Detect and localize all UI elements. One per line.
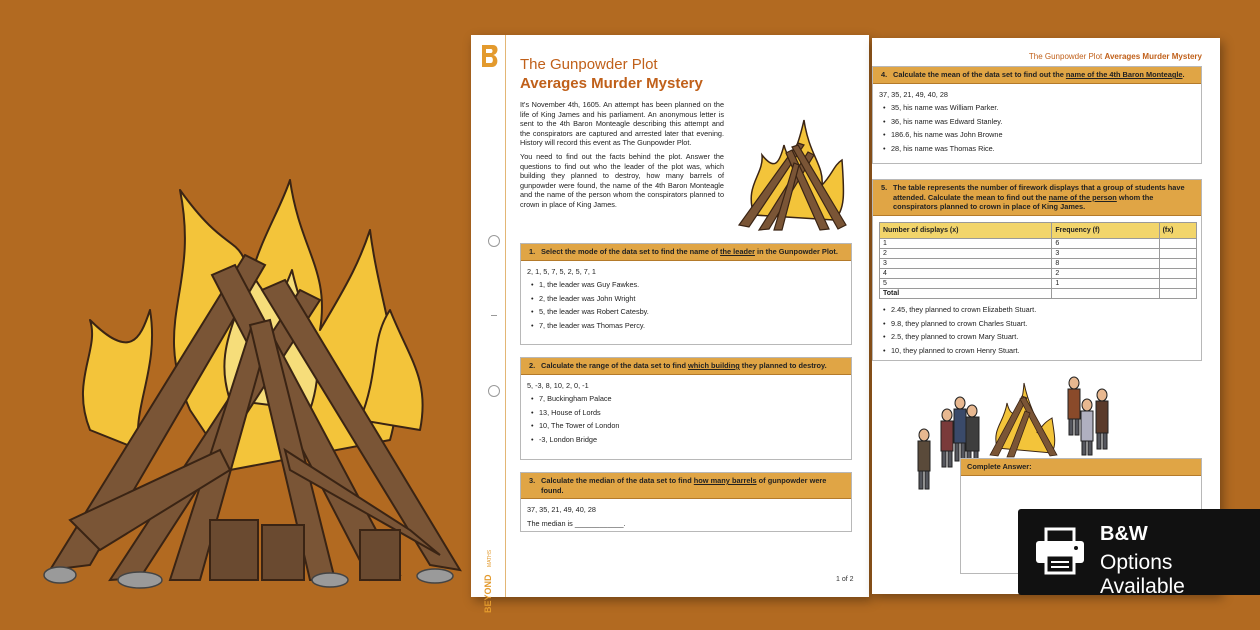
complete-answer-header: Complete Answer: <box>961 459 1201 476</box>
question-2-options <box>527 392 845 446</box>
question-4-option: • 35, his name was William Parker. <box>879 101 1195 115</box>
question-4-number: 4. <box>881 70 888 79</box>
question-2-prompt-key: which building <box>688 361 740 370</box>
question-3-prompt-key: how many barrels <box>693 476 757 485</box>
table-cell <box>1159 239 1196 249</box>
running-head <box>1029 52 1202 61</box>
table-cell: 3 <box>880 259 1052 269</box>
table-row <box>880 239 1197 249</box>
page-title <box>520 55 703 93</box>
question-5-prompt-post: whom the conspirators planned to crown in place of King James. <box>893 192 1154 211</box>
table-cell: 5 <box>880 279 1052 289</box>
question-5-options <box>879 303 1195 357</box>
question-5-prompt-pre: The table represents the number of firework displays that a group of students have attended. Calculate the mean to find out the <box>893 183 1185 202</box>
brand-sub-label: MATHS <box>487 549 493 567</box>
table-cell: 1 <box>880 239 1052 249</box>
question-5-option: • 2.45, they planned to crown Elizabeth Stuart. <box>879 303 1195 317</box>
question-1-header <box>521 244 851 261</box>
question-2-option: • 13, House of Lords <box>527 406 845 420</box>
punch-mark <box>491 315 497 316</box>
question-5-prompt-key: name of the person <box>1048 192 1117 202</box>
table-total-row <box>880 289 1197 299</box>
table-cell: Total <box>880 289 1052 299</box>
intro-paragraph-2: You need to find out the facts behind the plot. Answer the questions to find out who the leader of the plot was, which building they planned to destroy, how many barrels of gunpowder were found, the name of the 4th Baron Monteagle and the name of the person whom the conspirators planned to crown in place of King James. <box>520 151 724 209</box>
question-2-option: • 7, Buckingham Palace <box>527 392 845 406</box>
question-3-prompt-post: of gunpowder were found. <box>541 476 827 495</box>
question-4-data: 37, 35, 21, 49, 40, 28 <box>879 89 948 99</box>
question-5-box <box>872 179 1202 361</box>
table-cell: 1 <box>1052 279 1159 289</box>
table-cell: 2 <box>880 249 1052 259</box>
question-4-header <box>873 67 1201 84</box>
question-4-option: • 36, his name was Edward Stanley. <box>879 115 1195 129</box>
table-row <box>880 259 1197 269</box>
worksheet-page-1 <box>471 35 869 613</box>
title-line-1: The Gunpowder Plot <box>520 56 658 73</box>
question-1-prompt-key: the leader <box>720 247 755 256</box>
question-2-option: • -3, London Bridge <box>527 433 845 447</box>
question-5-option: • 9.8, they planned to crown Charles Stuart. <box>879 317 1195 331</box>
question-1-body <box>521 261 851 337</box>
title-line-2: Averages Murder Mystery <box>520 75 703 92</box>
question-1-box <box>520 243 852 345</box>
table-cell <box>1159 249 1196 259</box>
bw-subtitle: Options Available <box>1100 551 1185 598</box>
question-2-prompt-pre: Calculate the range of the data set to find <box>541 361 689 370</box>
running-head-a: The Gunpowder Plot <box>1028 52 1105 61</box>
question-1-option: • 1, the leader was Guy Fawkes. <box>527 278 845 292</box>
table-cell <box>1159 289 1196 299</box>
table-row <box>880 279 1197 289</box>
table-cell <box>1052 289 1159 299</box>
question-4-body <box>873 84 1201 160</box>
table-cell <box>1159 279 1196 289</box>
question-1-prompt-post: in the Gunpowder Plot. <box>754 247 838 256</box>
table-cell: 6 <box>1052 239 1159 249</box>
question-2-data: 5, -3, 8, 10, 2, 0, -1 <box>527 380 589 390</box>
question-3-data: 37, 35, 21, 49, 40, 28 <box>527 505 596 514</box>
beyond-brand-logo <box>477 505 499 615</box>
table-header-cell: (fx) <box>1159 222 1196 239</box>
question-3-answer-line: The median is ____________. <box>527 518 626 528</box>
brand-label: BEYOND <box>483 574 493 613</box>
table-cell: 2 <box>1052 269 1159 279</box>
running-head-b: Averages Murder Mystery <box>1104 52 1202 61</box>
punch-hole <box>488 385 500 397</box>
intro-paragraph-1: It's November 4th, 1605. An attempt has been planned on the life of King James and his parliament. An anonymous letter is sent to the 4th Baron Monteagle describing this attempt and the conspirators are captured and arrested later that evening. History will record this event as The Gunpowder Plot. <box>520 100 724 148</box>
question-3-prompt-pre: Calculate the median of the data set to find <box>541 476 694 485</box>
question-1-option: • 2, the leader was John Wright <box>527 292 845 306</box>
table-header-row <box>880 222 1197 239</box>
question-5-number: 5. <box>881 183 888 192</box>
table-header-cell: Frequency (f) <box>1052 222 1159 239</box>
bw-title: B&W <box>1100 523 1148 545</box>
table-cell: 8 <box>1052 259 1159 269</box>
frequency-table <box>879 222 1197 300</box>
question-1-number: 1. <box>529 247 536 256</box>
question-2-number: 2. <box>529 361 536 370</box>
question-4-prompt-post: . <box>1182 70 1185 79</box>
printer-icon <box>1034 525 1086 577</box>
question-5-option: • 10, they planned to crown Henry Stuart. <box>879 344 1195 358</box>
question-3-number: 3. <box>529 476 536 485</box>
question-4-box <box>872 66 1202 164</box>
question-2-header <box>521 358 851 375</box>
question-4-option: • 28, his name was Thomas Rice. <box>879 142 1195 156</box>
question-2-box <box>520 357 852 460</box>
question-5-body <box>873 216 1201 362</box>
question-1-data: 2, 1, 5, 7, 5, 2, 5, 7, 1 <box>527 266 596 276</box>
table-row <box>880 249 1197 259</box>
question-2-prompt-post: they planned to destroy. <box>739 361 827 370</box>
question-2-option: • 10, The Tower of London <box>527 419 845 433</box>
question-4-prompt-pre: Calculate the mean of the data set to find out the <box>893 70 1066 79</box>
small-bonfire-illustration <box>734 115 852 233</box>
question-1-options <box>527 278 845 332</box>
page-number: 1 of 2 <box>836 576 854 583</box>
question-4-option: • 186.6, his name was John Browne <box>879 128 1195 142</box>
question-4-options <box>879 101 1195 155</box>
table-cell <box>1159 259 1196 269</box>
table-row <box>880 269 1197 279</box>
punch-hole <box>488 235 500 247</box>
question-5-header <box>873 180 1201 216</box>
question-5-option: • 2.5, they planned to crown Mary Stuart. <box>879 330 1195 344</box>
intro-text <box>520 100 724 214</box>
table-header-cell: Number of displays (x) <box>880 222 1052 239</box>
table-cell <box>1159 269 1196 279</box>
question-4-prompt-key: name of the 4th Baron Monteagle <box>1065 70 1183 79</box>
question-3-header <box>521 473 851 499</box>
question-1-prompt-pre: Select the mode of the data set to find the name of <box>541 247 721 256</box>
beyond-logo-icon <box>479 43 499 69</box>
question-3-box <box>520 472 852 532</box>
question-2-body <box>521 375 851 451</box>
question-1-option: • 7, the leader was Thomas Percy. <box>527 319 845 333</box>
question-3-body <box>521 499 851 534</box>
question-1-option: • 5, the leader was Robert Catesby. <box>527 305 845 319</box>
table-cell: 4 <box>880 269 1052 279</box>
table-cell: 3 <box>1052 249 1159 259</box>
bw-options-badge <box>1018 509 1260 598</box>
bonfire-illustration <box>30 170 470 590</box>
